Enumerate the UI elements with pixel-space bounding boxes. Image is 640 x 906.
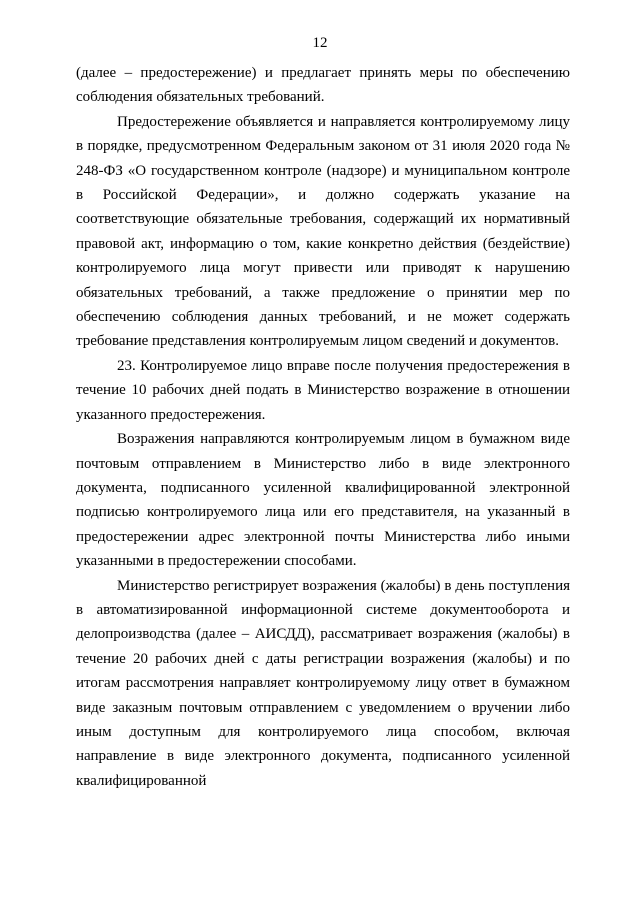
paragraph-objection-submission: Возражения направляются контролируемым лицом в бумажном виде почтовым отправлением в Министерство либо в виде электронного документа, подписанного усиленной квалифицированной электронной подписью контролируемого лица или его представителя, на указанный в предостережении адрес электронной почты Министерства либо иными указанными в предостережении способами. <box>76 431 570 570</box>
page-number: 12 <box>312 35 328 51</box>
paragraph-warning-procedure: Предостережение объявляется и направляется контролируемому лицу в порядке, предусмотренном Федеральным законом от 31 июля 2020 года № 248-ФЗ «О государственном контроле (надзоре) и муниципальном контроле в Российской Федерации», и должно содержать указание на соответствующие обязательные требования, содержащий их нормативный правовой акт, информацию о том, какие конкретно действия (бездействие) контролируемого лица могут привести или приводят к нарушению обязательных требований, а также предложение о принятии мер по обеспечению соблюдения данных требований, и не может содержать требование представления контролируемым лицом сведений и документов. <box>76 113 570 350</box>
document-body <box>76 61 570 793</box>
paragraph-ministry-registration: Министерство регистрирует возражения (жалобы) в день поступления в автоматизированной информационной системе документооборота и делопроизводства (далее – АИСДД), рассматривает возражения (жалобы) в течение 20 рабочих дней с даты регистрации возражения (жалобы) и по итогам рассмотрения направляет контролируемому лицу ответ в бумажном виде заказным почтовым отправлением с уведомлением о вручении либо иным доступным для контролируемого лица способом, включая направление в виде электронного документа, подписанного усиленной квалифицированной <box>76 577 570 789</box>
paragraph-continuation: (далее – предостережение) и предлагает принять меры по обеспечению соблюдения обязательных требований. <box>76 65 570 106</box>
paragraph-item-23: 23. Контролируемое лицо вправе после получения предостережения в течение 10 рабочих дней подать в Министерство возражение в отношении указанного предостережения. <box>76 357 570 423</box>
